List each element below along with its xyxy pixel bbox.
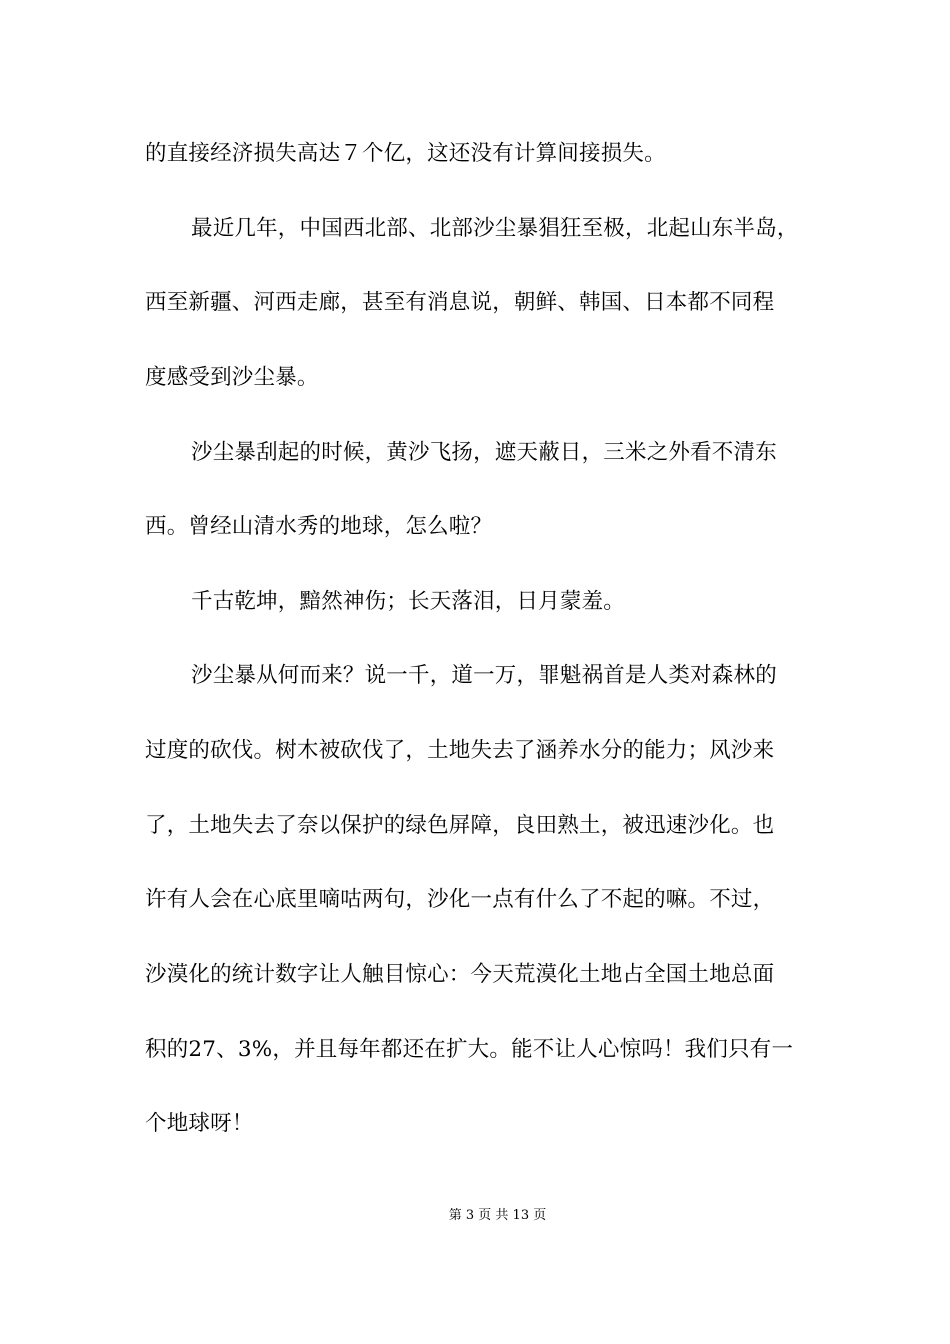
text-line: 了，土地失去了奈以保护的绿色屏障，良田熟土，被迅速沙化。也 bbox=[145, 813, 775, 838]
text-line: 西至新疆、河西走廊，甚至有消息说，朝鲜、韩国、日本都不同程 bbox=[145, 290, 775, 315]
paragraph-start-line: 沙尘暴从何而来？说一千，道一万，罪魁祸首是人类对森林的 bbox=[191, 663, 777, 688]
text-line: 的直接经济损失高达７个亿，这还没有计算间接损失。 bbox=[145, 141, 666, 166]
text-line: 沙漠化的统计数字让人触目惊心：今天荒漠化土地占全国土地总面 bbox=[145, 962, 775, 987]
paragraph-start-line: 沙尘暴刮起的时候，黄沙飞扬，遮天蔽日，三米之外看不清东 bbox=[191, 440, 777, 465]
text-line: 西。曾经山清水秀的地球，怎么啦？ bbox=[145, 514, 493, 539]
paragraph-start-line: 千古乾坤，黯然神伤；长天落泪，日月蒙羞。 bbox=[191, 589, 626, 614]
text-line: 过度的砍伐。树木被砍伐了，土地失去了涵养水分的能力；风沙来 bbox=[145, 738, 775, 763]
text-line: 度感受到沙尘暴。 bbox=[145, 365, 319, 390]
page-number-footer: 第 3 页 共 13 页 bbox=[448, 1208, 547, 1223]
paragraph-start-line: 最近几年，中国西北部、北部沙尘暴猖狂至极，北起山东半岛， bbox=[191, 216, 799, 241]
text-line: 许有人会在心底里嘀咕两句，沙化一点有什么了不起的嘛。不过， bbox=[145, 887, 775, 912]
text-line: 积的27、3%，并且每年都还在扩大。能不让人心惊吗！我们只有一 bbox=[145, 1037, 794, 1062]
text-line: 个地球呀！ bbox=[145, 1111, 254, 1136]
